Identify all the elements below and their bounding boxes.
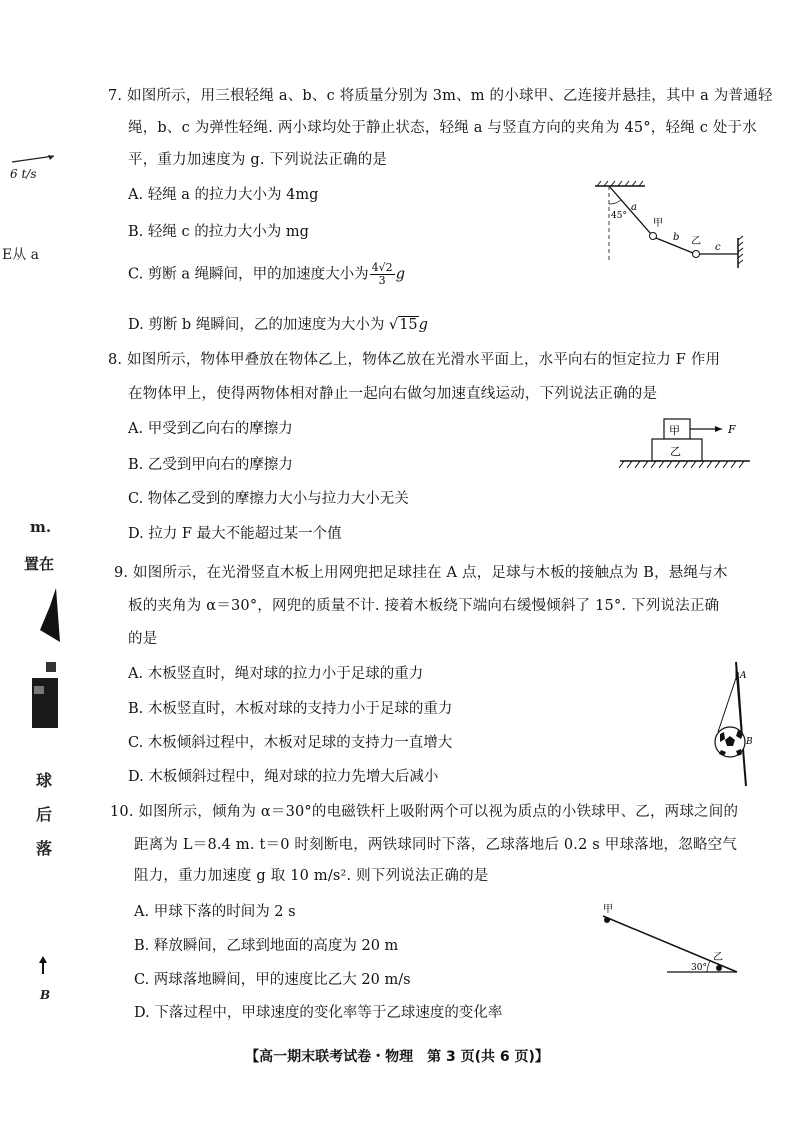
q7-option-c-fraction [370, 262, 395, 287]
q10-stem-line-3: 阻力，重力加速度 g 取 10 m/s². 则下列说法正确的是 [134, 868, 489, 884]
margin-text-7: 落 [36, 839, 53, 858]
q10-ball-jia-label: 甲 [603, 904, 613, 915]
q7-stem-line-3: 平，重力加速度为 g. 下列说法正确的是 [128, 152, 388, 168]
q10-figure [595, 898, 745, 978]
q8-option-c: C. 物体乙受到的摩擦力大小与拉力大小无关 [128, 491, 409, 507]
margin-text-4: 置在 [24, 555, 55, 573]
q9-stem-line-3: 的是 [128, 631, 158, 647]
q10-stem-line-2: 距离为 L＝8.4 m. t＝0 时刻断电，两铁球同时下落，乙球落地后 0.2 s 甲球落地，忽略空气 [134, 837, 738, 853]
q9-option-d: D. 木板倾斜过程中，绳对球的拉力先增大后减小 [128, 769, 439, 785]
q8-option-b: B. 乙受到甲向右的摩擦力 [128, 457, 293, 473]
q8-option-d: D. 拉力 F 最大不能超过某一个值 [128, 526, 342, 542]
margin-up-arrow-icon [38, 956, 48, 980]
q7-option-d-text: D. 剪断 b 绳瞬间，乙的加速度为大小为 √ [128, 317, 399, 333]
q7-rope-b-label: b [673, 232, 680, 243]
margin-text-8: B [40, 988, 51, 1002]
q7-option-c-unit: g [395, 266, 405, 283]
q8-stem-line-1: 8. 如图所示，物体甲叠放在物体乙上，物体乙放在光滑水平面上，水平向右的恒定拉力 F 作用 [108, 352, 721, 368]
q9-option-b: B. 木板竖直时，木板对球的支持力小于足球的重力 [128, 701, 453, 717]
q9-option-c: C. 木板倾斜过程中，木板对足球的支持力一直增大 [128, 735, 453, 751]
q9-stem-line-2: 板的夹角为 α＝30°，网兜的质量不计. 接着木板绕下端向右缓慢倾斜了 15°. 下列说法正确 [128, 598, 720, 614]
margin-text-5: 球 [36, 771, 53, 790]
q7-option-a: A. 轻绳 a 的拉力大小为 4mg [128, 187, 319, 203]
q10-option-b: B. 释放瞬间，乙球到地面的高度为 20 m [134, 938, 399, 954]
q8-figure [618, 415, 758, 475]
q7-stem-line-1: 7. 如图所示，用三根轻绳 a、b、c 将质量分别为 3m、m 的小球甲、乙连接并悬挂，其中 a 为普通轻 [108, 88, 773, 104]
q9-stem-line-1: 9. 如图所示，在光滑竖直木板上用网兜把足球挂在 A 点，足球与木板的接触点为 B，悬绳与木 [114, 565, 728, 581]
q10-angle-label: 30° [691, 963, 707, 973]
q8-block-yi-label: 乙 [670, 445, 681, 458]
q10-option-a: A. 甲球下落的时间为 2 s [134, 904, 296, 920]
q9-point-a-label: A [740, 671, 747, 681]
margin-fragment-speed [10, 150, 60, 181]
q7-option-d-unit: g [418, 317, 428, 333]
margin-text-1: 6 t/s [10, 167, 37, 181]
page-footer: 【高一期末联考试卷・物理 第 3 页(共 6 页)】 [245, 1049, 549, 1065]
margin-dark-block [28, 660, 62, 734]
margin-text-2: E从 a [2, 247, 40, 263]
q8-option-a: A. 甲受到乙向右的摩擦力 [128, 421, 293, 437]
q8-block-jia-label: 甲 [669, 424, 680, 437]
q7-option-c-text: C. 剪断 a 绳瞬间，甲的加速度大小为 [128, 266, 369, 283]
q7-option-d [128, 315, 428, 335]
margin-dark-shape [36, 586, 62, 646]
margin-arrow-icon [10, 153, 60, 165]
q7-rope-c-label: c [715, 242, 721, 253]
margin-text-3: m. [30, 518, 52, 536]
q7-stem-line-2: 绳，b、c 为弹性轻绳. 两小球均处于静止状态，轻绳 a 与竖直方向的夹角为 45°，轻绳 c 处于水 [128, 120, 757, 136]
q7-ball-jia-label: 甲 [653, 218, 663, 229]
q7-rope-a-label: a [631, 202, 637, 213]
q9-option-a: A. 木板竖直时，绳对球的拉力小于足球的重力 [128, 666, 424, 682]
q10-option-c: C. 两球落地瞬间，甲的速度比乙大 20 m/s [134, 972, 411, 988]
fraction-numerator: 4√2 [371, 261, 393, 274]
q10-option-d: D. 下落过程中，甲球速度的变化率等于乙球速度的变化率 [134, 1005, 503, 1021]
fraction-denominator: 3 [378, 274, 386, 287]
q10-ball-yi-label: 乙 [713, 952, 723, 963]
sqrt-radicand: 15 [399, 317, 418, 333]
q7-ball-yi-label: 乙 [691, 236, 701, 247]
q8-stem-line-2: 在物体甲上，使得两物体相对静止一起向右做匀加速直线运动，下列说法正确的是 [128, 386, 658, 402]
q9-point-b-label: B [746, 737, 753, 747]
q7-option-c [128, 262, 405, 287]
q7-angle-label: 45° [611, 211, 627, 221]
q7-option-b: B. 轻绳 c 的拉力大小为 mg [128, 224, 309, 240]
margin-text-6: 后 [36, 805, 53, 824]
q8-force-label: F [728, 423, 736, 436]
q10-stem-line-1: 10. 如图所示，倾角为 α＝30°的电磁铁杆上吸附两个可以视为质点的小铁球甲、乙，两球之间的 [110, 804, 739, 820]
q7-figure [585, 180, 755, 270]
q9-figure [712, 660, 772, 790]
